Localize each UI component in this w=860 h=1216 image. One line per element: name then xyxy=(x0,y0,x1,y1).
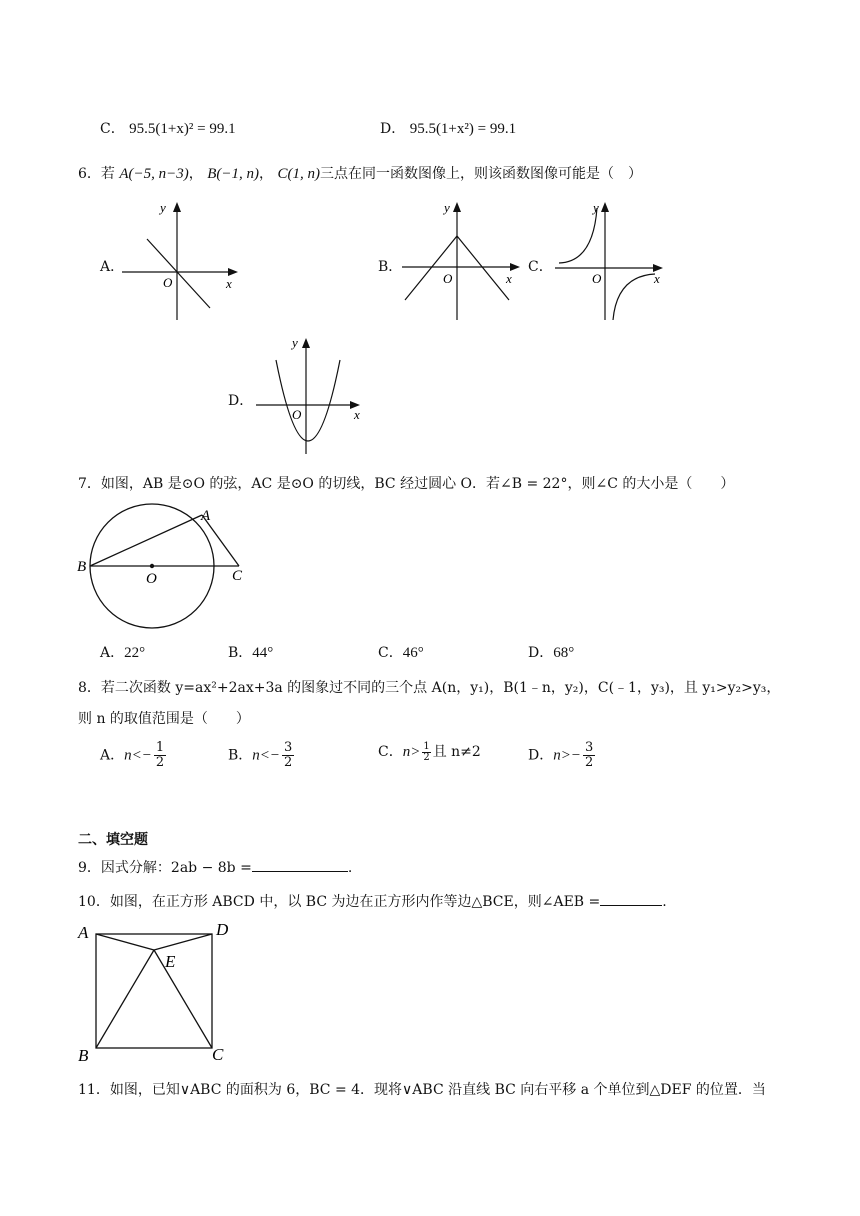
answer-blank[interactable] xyxy=(252,871,348,872)
q7-option-c xyxy=(378,642,424,662)
fraction xyxy=(422,742,430,763)
fraction-denominator: 2 xyxy=(155,755,165,770)
point-label-c: C xyxy=(212,1045,224,1064)
fraction xyxy=(154,741,166,770)
q6-label-a: A． xyxy=(100,259,125,275)
option-condition: 且 n≠2 xyxy=(432,744,481,760)
q6-stem: 6．若 A(−5, n−3)， B(−1, n)， C(1, n)三点在同一函数图像上，则该函数图像可能是（ ） xyxy=(78,166,642,182)
q7-option-a xyxy=(100,642,145,662)
q8-option-b xyxy=(228,741,296,770)
fraction-numerator: 1 xyxy=(423,740,430,752)
q10-stem xyxy=(78,891,667,911)
question-number: 10． xyxy=(78,894,110,910)
point-label-c: C xyxy=(232,568,243,584)
q6-label-d: D． xyxy=(228,393,254,409)
stem-end: . xyxy=(347,860,353,876)
stem-text: 因式分解：2ab − 8b = xyxy=(100,860,252,876)
origin-label: O xyxy=(443,271,453,286)
q8-option-d xyxy=(528,741,597,770)
question-number: 11． xyxy=(78,1082,110,1098)
origin-label: O xyxy=(592,271,602,286)
option-expression: n<− xyxy=(124,747,152,764)
point-c: C(1, n) xyxy=(277,166,320,182)
q11-stem xyxy=(78,1079,766,1099)
q8-stem-line1 xyxy=(78,677,780,697)
section-title: 二、填空题 xyxy=(78,832,148,848)
option-letter: D． xyxy=(380,121,406,137)
option-value: 68° xyxy=(553,645,575,661)
stem-text: 如图，已知∨ABC 的面积为 6，BC = 4．现将∨ABC 沿直线 BC 向右平移 a 个单位到△DEF 的位置．当 xyxy=(109,1082,766,1098)
origin-label: O xyxy=(292,407,302,422)
question-number: 6． xyxy=(78,166,101,182)
x-axis-label: x xyxy=(226,276,232,291)
stem-end: . xyxy=(662,894,667,910)
x-axis-label: x xyxy=(654,271,660,286)
point-label-a: A xyxy=(201,508,211,524)
fraction xyxy=(282,741,294,770)
q9-stem xyxy=(78,857,352,877)
point-label-o: O xyxy=(146,571,157,587)
option-letter: C． xyxy=(378,744,403,760)
q6-graph-b xyxy=(400,196,525,326)
option-value: 22° xyxy=(124,645,146,661)
question-number: 7． xyxy=(78,476,101,492)
fraction-denominator: 2 xyxy=(284,755,293,770)
q6-label-c: C． xyxy=(528,259,553,275)
q6-label-b: B． xyxy=(378,259,403,275)
option-letter: B． xyxy=(228,645,253,661)
y-axis-label: y xyxy=(593,200,599,215)
stem-text: 三点在同一函数图像上，则该函数图像可能是（ ） xyxy=(319,166,642,182)
option-expression: n> xyxy=(402,744,421,760)
option-expression: 95.5(1+x²) = 99.1 xyxy=(409,121,517,137)
x-axis-label: x xyxy=(354,407,360,422)
q10-figure xyxy=(74,918,234,1066)
y-axis-label: y xyxy=(292,335,298,350)
fraction-numerator: 1 xyxy=(155,740,165,755)
option-value: 46° xyxy=(402,645,424,661)
option-expression: 95.5(1+x)² = 99.1 xyxy=(129,121,236,137)
q5-option-c xyxy=(100,118,236,138)
point-b: B(−1, n) xyxy=(207,166,260,182)
point-label-b: B xyxy=(78,1046,89,1065)
point-label-b: B xyxy=(77,559,87,575)
option-letter: B． xyxy=(228,747,253,764)
point-a: A(−5, n−3) xyxy=(119,166,189,182)
y-axis-label: y xyxy=(160,200,166,215)
q8-option-a xyxy=(100,741,168,770)
q7-figure xyxy=(74,500,264,640)
q8-stem-line2: 则 n 的取值范围是（ ） xyxy=(78,711,250,727)
q5-option-d xyxy=(380,118,516,138)
stem-text: 若 xyxy=(100,166,115,182)
q7-option-d xyxy=(528,642,574,662)
y-axis-label: y xyxy=(444,200,450,215)
option-letter: A． xyxy=(100,747,125,764)
q7-stem xyxy=(78,473,734,493)
x-axis-label: x xyxy=(506,271,512,286)
fraction xyxy=(583,741,595,770)
answer-blank[interactable] xyxy=(600,905,662,906)
stem-text: 如图，在正方形 ABCD 中，以 BC 为边在正方形内作等边△BCE，则∠AEB = xyxy=(109,894,601,910)
fraction-numerator: 3 xyxy=(284,740,293,755)
origin-label: O xyxy=(163,275,173,290)
q6-graph-d xyxy=(252,330,377,460)
q6-graph-c xyxy=(553,196,673,326)
stem-text: 如图，AB 是⊙O 的弦，AC 是⊙O 的切线，BC 经过圆心 O．若∠B = 22°，则∠C 的大小是（ ） xyxy=(100,476,735,492)
option-letter: A． xyxy=(100,645,125,661)
question-number: 8． xyxy=(78,680,101,696)
fraction-denominator: 2 xyxy=(584,755,594,770)
question-number: 9． xyxy=(78,860,101,876)
option-expression: n>− xyxy=(553,747,581,764)
stem-text: 若二次函数 y=ax²+2ax+3a 的图象过不同的三个点 A(n，y₁)，B(1﹣n，y₂)，C(﹣1，y₃)，且 y₁>y₂>y₃， xyxy=(100,680,781,696)
q8-option-c xyxy=(378,741,481,763)
point-label-e: E xyxy=(165,952,176,971)
point-label-d: D xyxy=(216,920,229,939)
fraction-numerator: 3 xyxy=(584,740,594,755)
point-label-a: A xyxy=(78,923,89,942)
option-letter: D． xyxy=(528,747,554,764)
option-expression: n<− xyxy=(252,747,281,764)
option-letter: C． xyxy=(378,645,403,661)
q6-graph-a xyxy=(120,196,245,326)
option-value: 44° xyxy=(252,645,274,661)
q7-option-b xyxy=(228,642,273,662)
fraction-denominator: 2 xyxy=(423,751,430,763)
option-letter: C． xyxy=(100,121,125,137)
option-letter: D． xyxy=(528,645,554,661)
